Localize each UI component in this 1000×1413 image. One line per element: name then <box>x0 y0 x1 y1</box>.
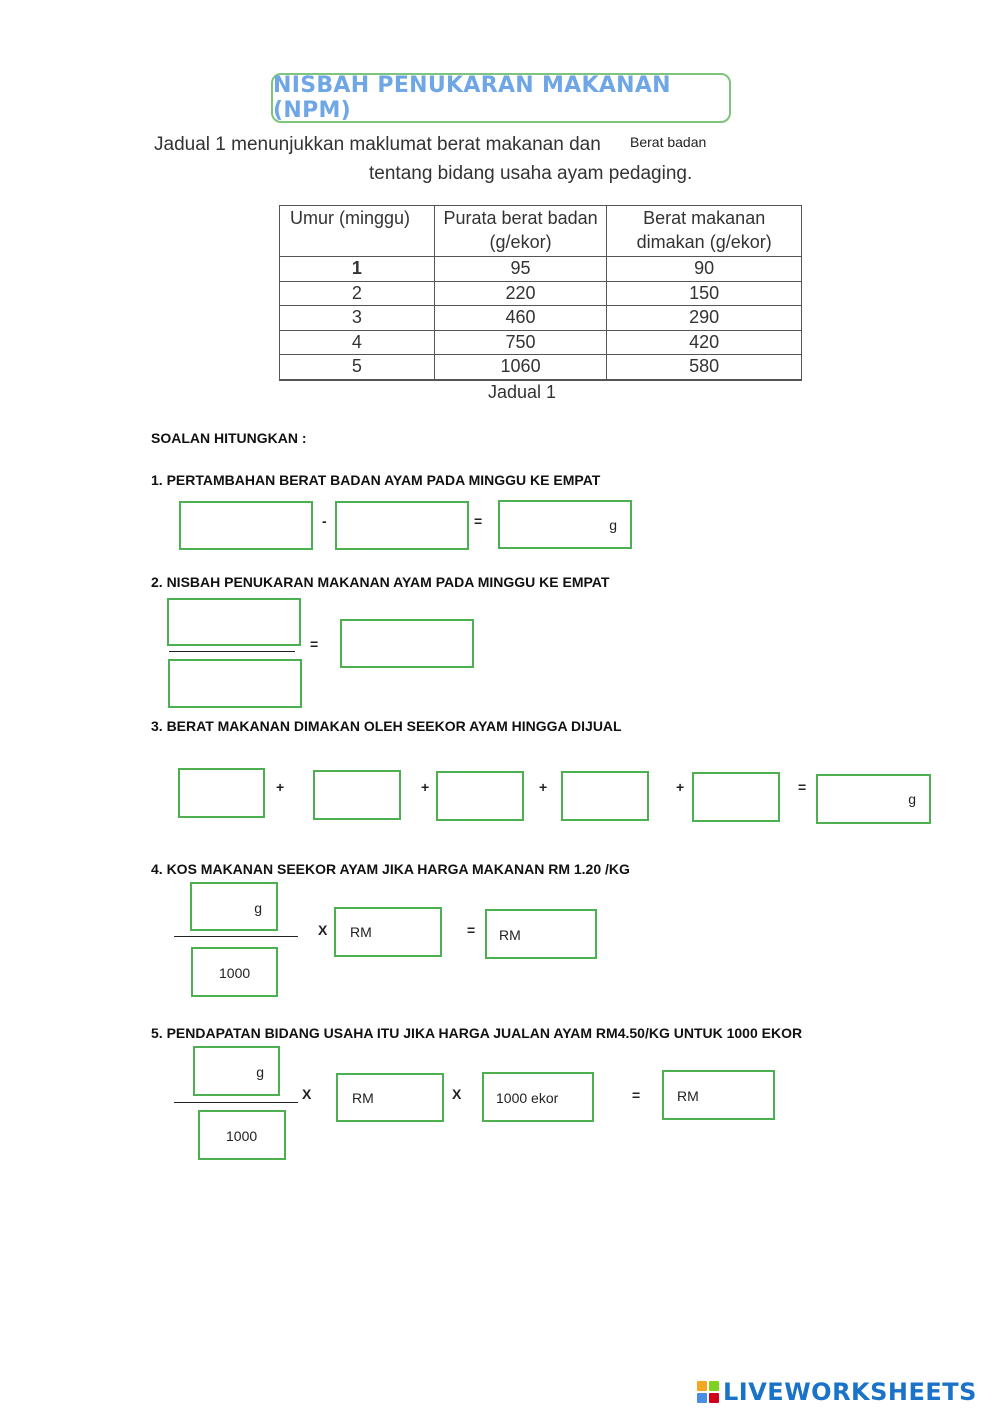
data-table <box>279 205 802 381</box>
table-row <box>280 257 802 282</box>
question-5-text: 5. PENDAPATAN BIDANG USAHA ITU JIKA HARGA JUALAN AYAM RM4.50/KG UNTUK 1000 EKOR <box>151 1025 803 1041</box>
table-cell: 90 <box>607 257 802 282</box>
q4-price-box[interactable] <box>334 907 442 957</box>
table-header-cell: Umur (minggu) <box>280 206 435 257</box>
q1-unit-label: g <box>609 517 617 533</box>
q5-unit-label: g <box>256 1064 264 1080</box>
table-cell: 750 <box>434 330 607 355</box>
q4-divisor-label: 1000 <box>219 965 251 981</box>
q2-result-box[interactable] <box>340 619 474 668</box>
q2-denominator-box[interactable] <box>168 659 302 708</box>
q5-result-currency-label: RM <box>677 1088 699 1104</box>
question-2-text: 2. NISBAH PENUKARAN MAKANAN AYAM PADA MINGGU KE EMPAT <box>151 574 610 590</box>
table-row <box>280 355 802 380</box>
table-header-row <box>280 206 802 257</box>
q4-denominator-box <box>191 947 278 997</box>
logo-mark-tile <box>697 1381 707 1391</box>
question-1-text: 1. PERTAMBAHAN BERAT BADAN AYAM PADA MINGGU KE EMPAT <box>151 472 601 488</box>
table-cell: 290 <box>607 306 802 331</box>
table-cell: 3 <box>280 306 435 331</box>
intro-line-1: Jadual 1 menunjukkan maklumat berat makanan dan <box>154 134 601 155</box>
table-cell: 420 <box>607 330 802 355</box>
table-row <box>280 330 802 355</box>
q4-fraction-line <box>174 936 298 937</box>
q4-times-sign: X <box>318 922 328 938</box>
q4-equals-sign: = <box>467 922 476 938</box>
q2-numerator-box[interactable] <box>167 598 301 646</box>
intro-note: Berat badan <box>630 134 707 150</box>
table-cell: 580 <box>607 355 802 380</box>
table-caption: Jadual 1 <box>488 382 557 402</box>
table-cell: 1060 <box>434 355 607 380</box>
q3-plus-sign: + <box>676 779 685 795</box>
q5-result-box[interactable] <box>662 1070 775 1120</box>
q3-unit-label: g <box>908 791 916 807</box>
table-header-cell: Purata berat badan (g/ekor) <box>434 206 607 257</box>
q1-result-box[interactable] <box>498 500 632 549</box>
q3-plus-sign: + <box>276 779 285 795</box>
title-box <box>271 73 731 123</box>
q3-answer-box-3[interactable] <box>436 771 524 821</box>
table-cell: 150 <box>607 281 802 306</box>
table-cell: 4 <box>280 330 435 355</box>
q3-answer-box-4[interactable] <box>561 771 649 821</box>
table-cell: 5 <box>280 355 435 380</box>
q5-numerator-box[interactable] <box>193 1046 280 1096</box>
q5-equals-sign: = <box>632 1087 641 1103</box>
logo-mark-tile <box>709 1393 719 1403</box>
q3-equals-sign: = <box>798 779 807 795</box>
q3-plus-sign: + <box>539 779 548 795</box>
q1-answer-box-2[interactable] <box>335 501 469 550</box>
q4-numerator-box[interactable] <box>190 882 278 931</box>
question-3-text: 3. BERAT MAKANAN DIMAKAN OLEH SEEKOR AYAM HINGGA DIJUAL <box>151 718 622 734</box>
q3-answer-box-2[interactable] <box>313 770 401 820</box>
q2-fraction-line <box>169 651 295 652</box>
table-cell: 220 <box>434 281 607 306</box>
section-title: SOALAN HITUNGKAN : <box>151 430 307 446</box>
question-4-text: 4. KOS MAKANAN SEEKOR AYAM JIKA HARGA MAKANAN RM 1.20 /KG <box>151 861 630 877</box>
q3-plus-sign: + <box>421 779 430 795</box>
q3-result-box[interactable] <box>816 774 931 824</box>
q3-answer-box-5[interactable] <box>692 772 780 822</box>
q5-count-label: 1000 ekor <box>496 1090 559 1106</box>
liveworksheets-logo <box>697 1378 977 1406</box>
intro-line-2: tentang bidang usaha ayam pedaging. <box>369 163 693 184</box>
page-title: NISBAH PENUKARAN MAKANAN (NPM) <box>273 73 671 123</box>
table-header-cell: Berat makanan dimakan (g/ekor) <box>607 206 802 257</box>
q2-equals-sign: = <box>310 636 319 652</box>
logo-mark-tile <box>709 1381 719 1391</box>
q4-result-box[interactable] <box>485 909 597 959</box>
q3-answer-box-1[interactable] <box>178 768 265 818</box>
q5-price-box[interactable] <box>336 1073 444 1122</box>
table-cell: 460 <box>434 306 607 331</box>
q1-minus-sign: - <box>322 513 327 529</box>
q5-fraction-line <box>174 1102 298 1103</box>
q5-times-sign: X <box>452 1086 462 1102</box>
q5-divisor-label: 1000 <box>226 1128 258 1144</box>
q1-equals-sign: = <box>474 513 483 529</box>
q1-answer-box-1[interactable] <box>179 501 313 550</box>
logo-text: LIVEWORKSHEETS <box>723 1378 977 1406</box>
q4-unit-label: g <box>254 900 262 916</box>
logo-mark-tile <box>697 1393 707 1403</box>
q4-result-currency-label: RM <box>499 927 521 943</box>
table-row <box>280 281 802 306</box>
table-cell: 1 <box>280 257 435 282</box>
q5-denominator-box <box>198 1110 286 1160</box>
table-row <box>280 306 802 331</box>
q4-currency-label: RM <box>350 924 372 940</box>
q5-count-box[interactable] <box>482 1072 594 1122</box>
q5-times-sign: X <box>302 1086 312 1102</box>
logo-mark-icon <box>697 1381 719 1403</box>
table-cell: 2 <box>280 281 435 306</box>
q5-currency-label: RM <box>352 1090 374 1106</box>
table-cell: 95 <box>434 257 607 282</box>
